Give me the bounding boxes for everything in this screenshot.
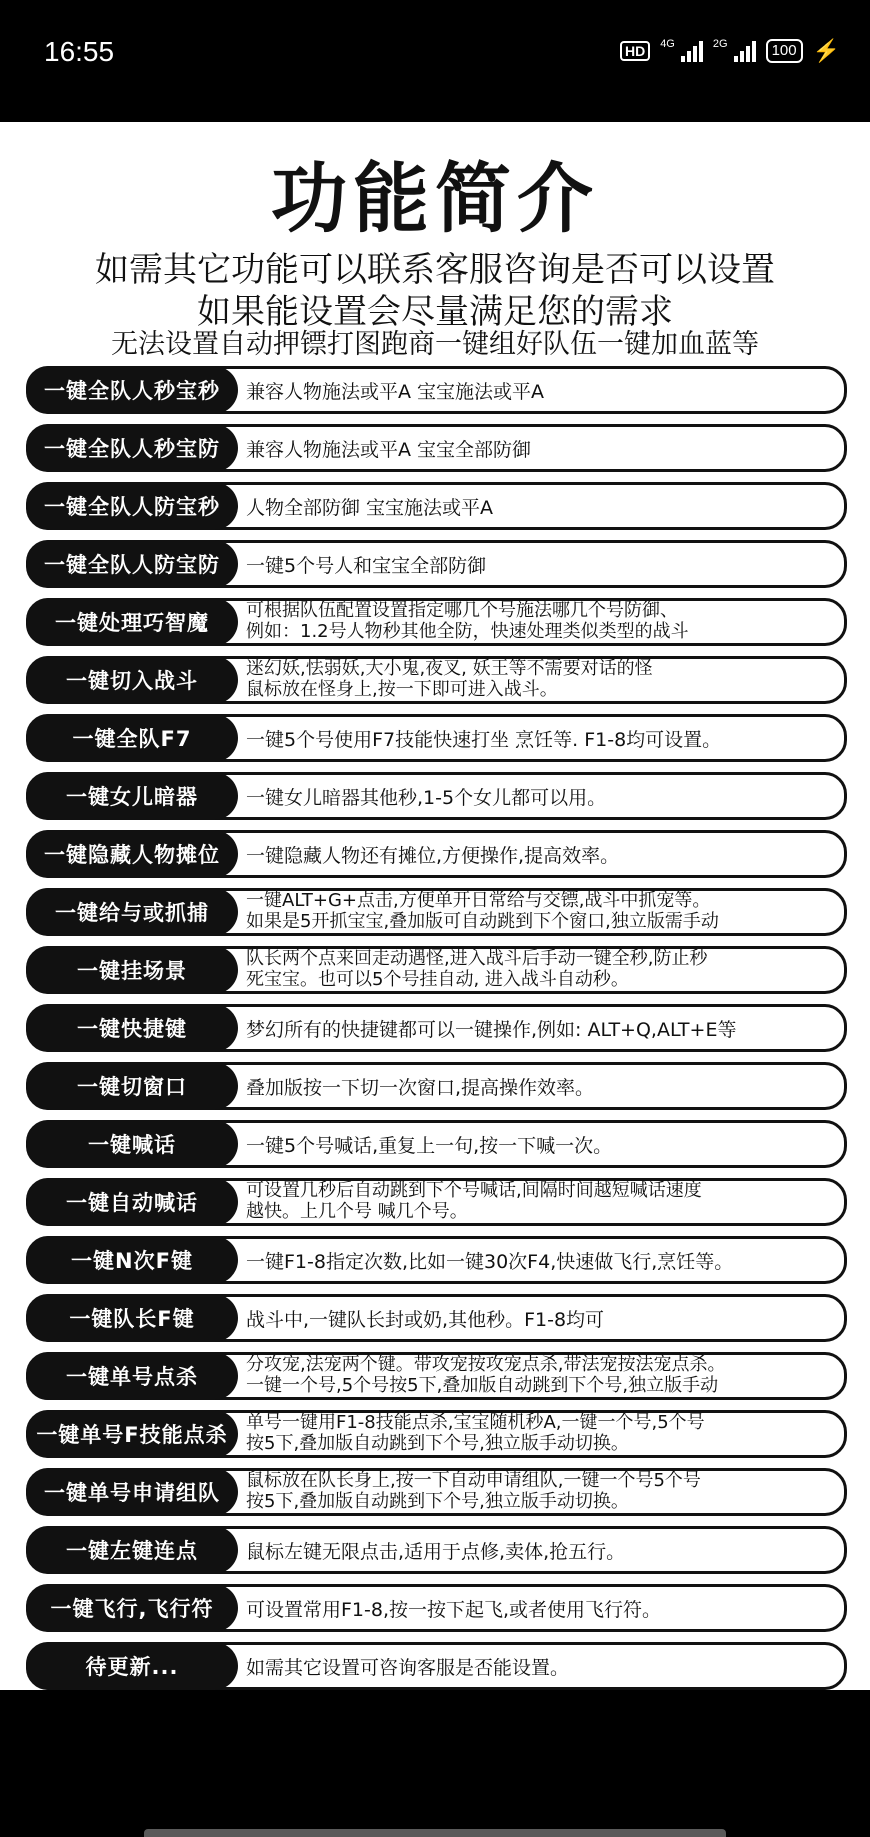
feature-name: 一键全队人秒宝防: [26, 424, 238, 472]
bottom-area: [0, 1690, 870, 1837]
feature-row: [26, 656, 844, 702]
feature-name: 一键喊话: [26, 1120, 238, 1168]
feature-description: [246, 888, 841, 938]
feature-row: [26, 946, 844, 992]
feature-image: [0, 122, 870, 1690]
feature-description-line: 迷幻妖,怯弱妖,大小鬼,夜叉, 妖王等不需要对话的怪: [246, 658, 653, 679]
feature-description-line: 鼠标左键无限点击,适用于点修,卖体,抢五行。: [246, 1540, 626, 1563]
feature-description-line: 兼容人物施法或平A 宝宝施法或平A: [246, 380, 545, 403]
feature-description-line: 按5下,叠加版自动跳到下个号,独立版手动切换。: [246, 1433, 629, 1454]
feature-description: [246, 482, 841, 530]
subtitle-line-3: 无法设置自动押镖打图跑商一键组好队伍一键加血蓝等: [111, 329, 759, 360]
feature-row: [26, 888, 844, 934]
feature-name: 待更新...: [26, 1642, 238, 1690]
feature-name: 一键全队F7: [26, 714, 238, 762]
feature-description: [246, 1236, 841, 1284]
feature-name: 一键处理巧智魔: [26, 598, 238, 646]
feature-description-line: 按5下,叠加版自动跳到下个号,独立版手动切换。: [246, 1491, 629, 1512]
feature-description: [246, 366, 841, 414]
feature-name: 一键切窗口: [26, 1062, 238, 1110]
feature-description-line: 一键5个号使用F7技能快速打坐 烹饪等. F1-8均可设置。: [246, 728, 722, 751]
feature-description-line: 可设置几秒后自动跳到下个号喊话,间隔时间越短喊话速度: [246, 1180, 702, 1201]
feature-description-line: 一键女儿暗器其他秒,1-5个女儿都可以用。: [246, 786, 607, 809]
feature-description: [246, 946, 841, 996]
feature-description: [246, 540, 841, 588]
feature-row: [26, 424, 844, 470]
feature-description-line: 一键5个号喊话,重复上一句,按一下喊一次。: [246, 1134, 613, 1157]
feature-description: [246, 1584, 841, 1632]
feature-row: [26, 1352, 844, 1398]
gesture-nav-bar[interactable]: [144, 1829, 726, 1837]
feature-name: 一键全队人防宝秒: [26, 482, 238, 530]
feature-row: [26, 830, 844, 876]
feature-description-line: 一键一个号,5个号按5下,叠加版自动跳到下个号,独立版手动: [246, 1375, 719, 1396]
feature-description: [246, 1642, 841, 1690]
feature-row: [26, 1004, 844, 1050]
feature-description: [246, 1526, 841, 1574]
feature-description-line: 兼容人物施法或平A 宝宝全部防御: [246, 438, 532, 461]
feature-description: [246, 1004, 841, 1052]
feature-description: [246, 1178, 841, 1228]
feature-description: [246, 1294, 841, 1342]
page-title: 功能简介: [271, 154, 599, 243]
feature-row: [26, 1642, 844, 1688]
charging-icon: ⚡: [812, 38, 840, 63]
feature-description-line: 战斗中,一键队长封或奶,其他秒。F1-8均可: [246, 1308, 605, 1331]
feature-description: [246, 772, 841, 820]
feature-description-line: 队长两个点来回走动遇怪,进入战斗后手动一键全秒,防止秒: [246, 948, 708, 969]
feature-name: 一键单号申请组队: [26, 1468, 238, 1516]
status-bar: [0, 0, 870, 122]
feature-description-line: 如果是5开抓宝宝,叠加版可自动跳到下个窗口,独立版需手动: [246, 911, 719, 932]
feature-row: [26, 1468, 844, 1514]
network-type-2: 2G: [712, 38, 728, 50]
feature-name: 一键N次F键: [26, 1236, 238, 1284]
feature-description-line: 一键隐藏人物还有摊位,方便操作,提高效率。: [246, 844, 620, 867]
feature-name: 一键自动喊话: [26, 1178, 238, 1226]
feature-name: 一键给与或抓捕: [26, 888, 238, 936]
feature-row: [26, 366, 844, 412]
feature-row: [26, 772, 844, 818]
feature-description-line: 人物全部防御 宝宝施法或平A: [246, 496, 494, 519]
feature-description-line: 单号一键用F1-8技能点杀,宝宝随机秒A,一键一个号,5个号: [246, 1412, 705, 1433]
feature-description: [246, 1062, 841, 1110]
feature-row: [26, 1410, 844, 1456]
feature-name: 一键切入战斗: [26, 656, 238, 704]
feature-name: 一键飞行,飞行符: [26, 1584, 238, 1632]
subtitle-line-1: 如需其它功能可以联系客服咨询是否可以设置: [95, 250, 775, 290]
feature-name: 一键单号F技能点杀: [26, 1410, 238, 1458]
network-type-1: 4G: [660, 38, 675, 50]
feature-description: [246, 1468, 841, 1518]
feature-description-line: 鼠标放在队长身上,按一下自动申请组队,一键一个号5个号: [246, 1470, 701, 1491]
feature-row: [26, 714, 844, 760]
feature-description: [246, 424, 841, 472]
feature-description-line: 鼠标放在怪身上,按一下即可进入战斗。: [246, 679, 558, 700]
feature-row: [26, 1120, 844, 1166]
feature-description-line: 叠加版按一下切一次窗口,提高操作效率。: [246, 1076, 595, 1099]
hd-voice-icon: HD: [620, 41, 650, 61]
feature-row: [26, 1584, 844, 1630]
feature-description-line: 死宝宝。也可以5个号挂自动, 进入战斗自动秒。: [246, 969, 629, 990]
feature-row: [26, 1294, 844, 1340]
feature-description: [246, 656, 841, 706]
feature-description: [246, 598, 841, 648]
feature-name: 一键隐藏人物摊位: [26, 830, 238, 878]
feature-description: [246, 714, 841, 762]
feature-description-line: 一键5个号人和宝宝全部防御: [246, 554, 487, 577]
feature-row: [26, 1526, 844, 1572]
subtitle-line-2: 如果能设置会尽量满足您的需求: [197, 292, 673, 332]
feature-description-line: 如需其它设置可咨询客服是否能设置。: [246, 1656, 570, 1679]
feature-description-line: 可根据队伍配置设置指定哪几个号施法哪几个号防御、: [246, 600, 678, 621]
signal-icon: [681, 40, 703, 62]
feature-description-line: 梦幻所有的快捷键都可以一键操作,例如: ALT+Q,ALT+E等: [246, 1018, 737, 1041]
feature-name: 一键快捷键: [26, 1004, 238, 1052]
feature-name: 一键全队人秒宝秒: [26, 366, 238, 414]
feature-description-line: 一键ALT+G+点击,方便单开日常给与交镖,战斗中抓宠等。: [246, 890, 711, 911]
feature-row: [26, 482, 844, 528]
feature-description-line: 可设置常用F1-8,按一按下起飞,或者使用飞行符。: [246, 1598, 662, 1621]
feature-row: [26, 1236, 844, 1282]
feature-description: [246, 1120, 841, 1168]
feature-name: 一键队长F键: [26, 1294, 238, 1342]
signal-icon-2: [734, 40, 756, 62]
feature-description-line: 例如：1.2号人物秒其他全防，快速处理类似类型的战斗: [246, 621, 689, 642]
feature-name: 一键全队人防宝防: [26, 540, 238, 588]
feature-description: [246, 1410, 841, 1460]
feature-description: [246, 1352, 841, 1402]
battery-icon: 100: [766, 39, 803, 63]
feature-name: 一键左键连点: [26, 1526, 238, 1574]
feature-description-line: 一键F1-8指定次数,比如一键30次F4,快速做飞行,烹饪等。: [246, 1250, 734, 1273]
feature-description: [246, 830, 841, 878]
feature-row: [26, 1178, 844, 1224]
clock: 16:55: [44, 36, 115, 67]
status-icons: [620, 38, 840, 64]
feature-list: [26, 366, 844, 1690]
feature-row: [26, 598, 844, 644]
feature-row: [26, 1062, 844, 1108]
feature-name: 一键挂场景: [26, 946, 238, 994]
feature-name: 一键单号点杀: [26, 1352, 238, 1400]
feature-row: [26, 540, 844, 586]
feature-description-line: 越快。上几个号 喊几个号。: [246, 1201, 468, 1222]
feature-name: 一键女儿暗器: [26, 772, 238, 820]
feature-description-line: 分攻宠,法宠两个键。带攻宠按攻宠点杀,带法宠按法宠点杀。: [246, 1354, 726, 1375]
